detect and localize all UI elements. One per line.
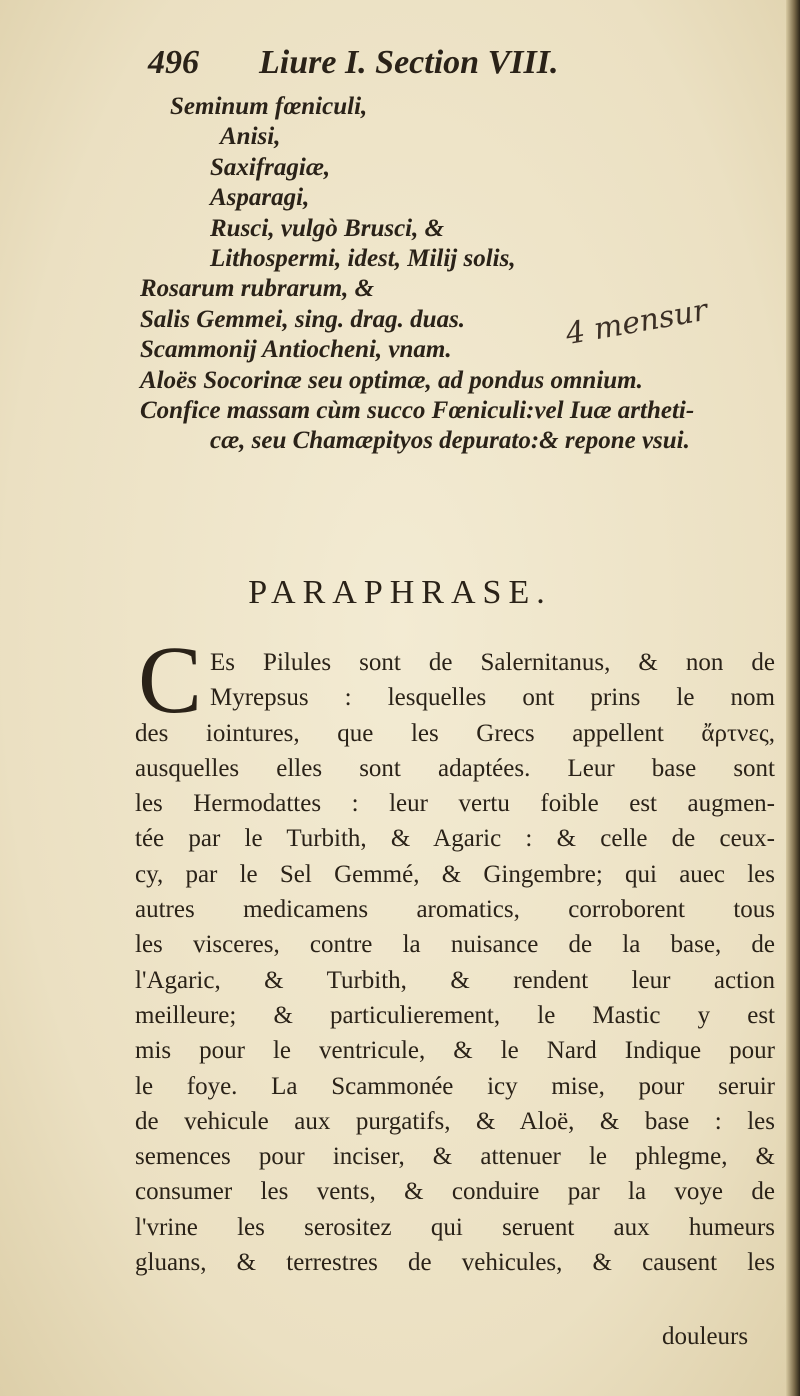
text-line: mis pour le ventricule, & le Nard Indique pour (135, 1037, 775, 1065)
text-line: meilleure; & particulierement, le Mastic y est (135, 1001, 775, 1029)
text-line: tée par le Turbith, & Agaric : & celle de ceux- (135, 825, 775, 853)
drop-cap: C (138, 626, 203, 733)
recipe-line: Asparagi, (210, 184, 310, 212)
text-line: cy, par le Sel Gemmé, & Gingembre; qui auec les (135, 860, 775, 888)
text-line: l'vrine les serositez qui seruent aux humeurs (135, 1213, 775, 1241)
running-header (148, 44, 668, 94)
recipe-line: cæ, seu Chamæpityos depurato:& repone vsui. (210, 427, 690, 455)
recipe-line: Anisi, (220, 123, 281, 151)
page-edge-shadow (786, 0, 800, 1396)
text-line: l'Agaric, & Turbith, & rendent leur action (135, 966, 775, 994)
catchword: douleurs (662, 1323, 749, 1350)
recipe-line: Confice massam cùm succo Fœniculi:vel Iuæ artheti- (140, 396, 695, 424)
recipe-list (140, 92, 780, 457)
recipe-line: Salis Gemmei, sing. drag. duas. (140, 305, 466, 333)
page-number: 496 (148, 44, 199, 81)
text-line: de vehicule aux purgatifs, & Aloë, & base : les (135, 1107, 775, 1135)
text-line: gluans, & terrestres de vehicules, & causent les (135, 1249, 775, 1277)
text-line: semences pour inciser, & attenuer le phlegme, & (135, 1143, 775, 1171)
recipe-line: Seminum fœniculi, (170, 93, 368, 120)
text-line: ausquelles elles sont adaptées. Leur base sont (135, 754, 775, 782)
recipe-line: Rusci, vulgò Brusci, & (210, 214, 445, 242)
recipe-line: Lithospermi, idest, Milij solis, (210, 244, 516, 272)
text-line: Es Pilules sont de Salernitanus, & non de (210, 649, 775, 676)
recipe-line: Saxifragiæ, (210, 153, 331, 181)
text-line: consumer les vents, & conduire par la voye de (135, 1178, 775, 1206)
paraphrase-paragraph (135, 645, 775, 1280)
text-line: autres medicamens aromatics, corroborent tous (135, 896, 775, 924)
text-line: les visceres, contre la nuisance de la base, de (135, 931, 775, 959)
text-line: le foye. La Scammonée icy mise, pour seruir (135, 1072, 775, 1100)
recipe-line: Aloës Socorinæ seu optimæ, ad pondus omnium. (140, 366, 643, 394)
running-title: Liure I. Section VIII. (259, 44, 559, 81)
handwritten-annotation: 4 mensur (563, 292, 711, 353)
section-title: PARAPHRASE. (248, 574, 552, 611)
text-line: Myrepsus : lesquelles ont prins le nom (210, 684, 775, 712)
recipe-line: Scammonij Antiocheni, vnam. (140, 336, 452, 364)
text-line: les Hermodattes : leur vertu foible est augmen- (135, 790, 775, 818)
recipe-line: Rosarum rubrarum, & (140, 275, 375, 303)
text-line: des iointures, que les Grecs appellent ἄρτνες, (135, 719, 775, 747)
